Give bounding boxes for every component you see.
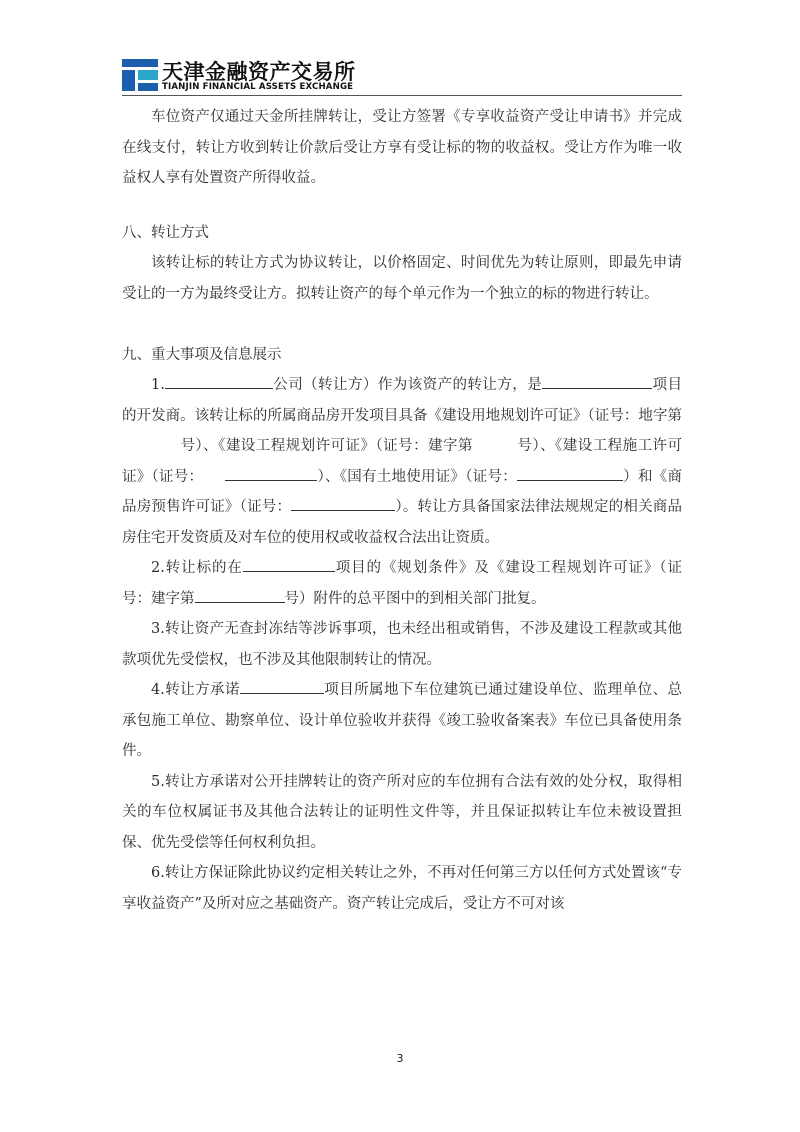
brand-name-en: TIANJIN FINANCIAL ASSETS EXCHANGE <box>162 82 354 92</box>
item-2: 2.转让标的在 项目的《规划条件》及《建设工程规划许可证》（证号：建字第 号）附件的总平图中的到相关部门批复。 <box>122 553 682 614</box>
item-6: 6.转让方保证除此协议约定相关转让之外，不再对任何第三方以任何方式处置该“专享收益资产”及所对应之基础资产。资产转让完成后，受让方不可对该 <box>122 865 682 912</box>
document-body <box>122 102 682 919</box>
header-divider <box>122 95 682 96</box>
item-4: 4.转让方承诺 项目所属地下车位建筑已通过建设单位、监理单位、总承包施工单位、勘察单位、设计单位验收并获得《竣工验收备案表》车位已具备使用条件。 <box>122 675 682 767</box>
section-9-heading: 九、重大事项及信息展示 <box>122 346 282 363</box>
intro-paragraph: 车位资产仅通过天金所挂牌转让，受让方签署《专享收益资产受让申请书》并完成在线支付，转让方收到转让价款后受让方享有受让标的物的收益权。受让方作为唯一收益权人享有处置资产所得收益。 <box>122 109 682 186</box>
tfae-logo-icon <box>122 57 158 93</box>
item-5: 5.转让方承诺对公开挂牌转让的资产所对应的车位拥有合法有效的处分权，取得相关的车位权属证书及其他合法转让的证明性文件等，并且保证拟转让车位未被设置担保、优先受偿等任何权利负担。 <box>122 773 682 851</box>
section-8-heading: 八、转让方式 <box>122 224 209 241</box>
item-1: 1. 公司（转让方）作为该资产的转让方，是 项目的开发商。该转让标的所属商品房开发项目具备《建设用地规划许可证》（证号：地字第号）、《建设工程规划许可证》（证号：建字第 号）、《建设工程施工许可证》（证号： ）、《国有土地使用证》（证号： ）和《商品房预售许可证》（证号： ）。转让方具备国家法律法规规定的相关商品房住宅开发资质及对车位的使用权或收益权合法出让资质。 <box>122 370 682 553</box>
brand-name-cn: 天津金融资产交易所 <box>162 60 356 84</box>
page-number: 3 <box>396 1052 404 1065</box>
section-8-text: 该转让标的转让方式为协议转让，以价格固定、时间优先为转让原则，即最先申请受让的一方为最终受让方。拟转让资产的每个单元作为一个独立的标的物进行转让。 <box>122 255 682 302</box>
item-3: 3.转让资产无查封冻结等涉诉事项，也未经出租或销售，不涉及建设工程款或其他款项优先受偿权，也不涉及其他限制转让的情况。 <box>122 621 682 668</box>
